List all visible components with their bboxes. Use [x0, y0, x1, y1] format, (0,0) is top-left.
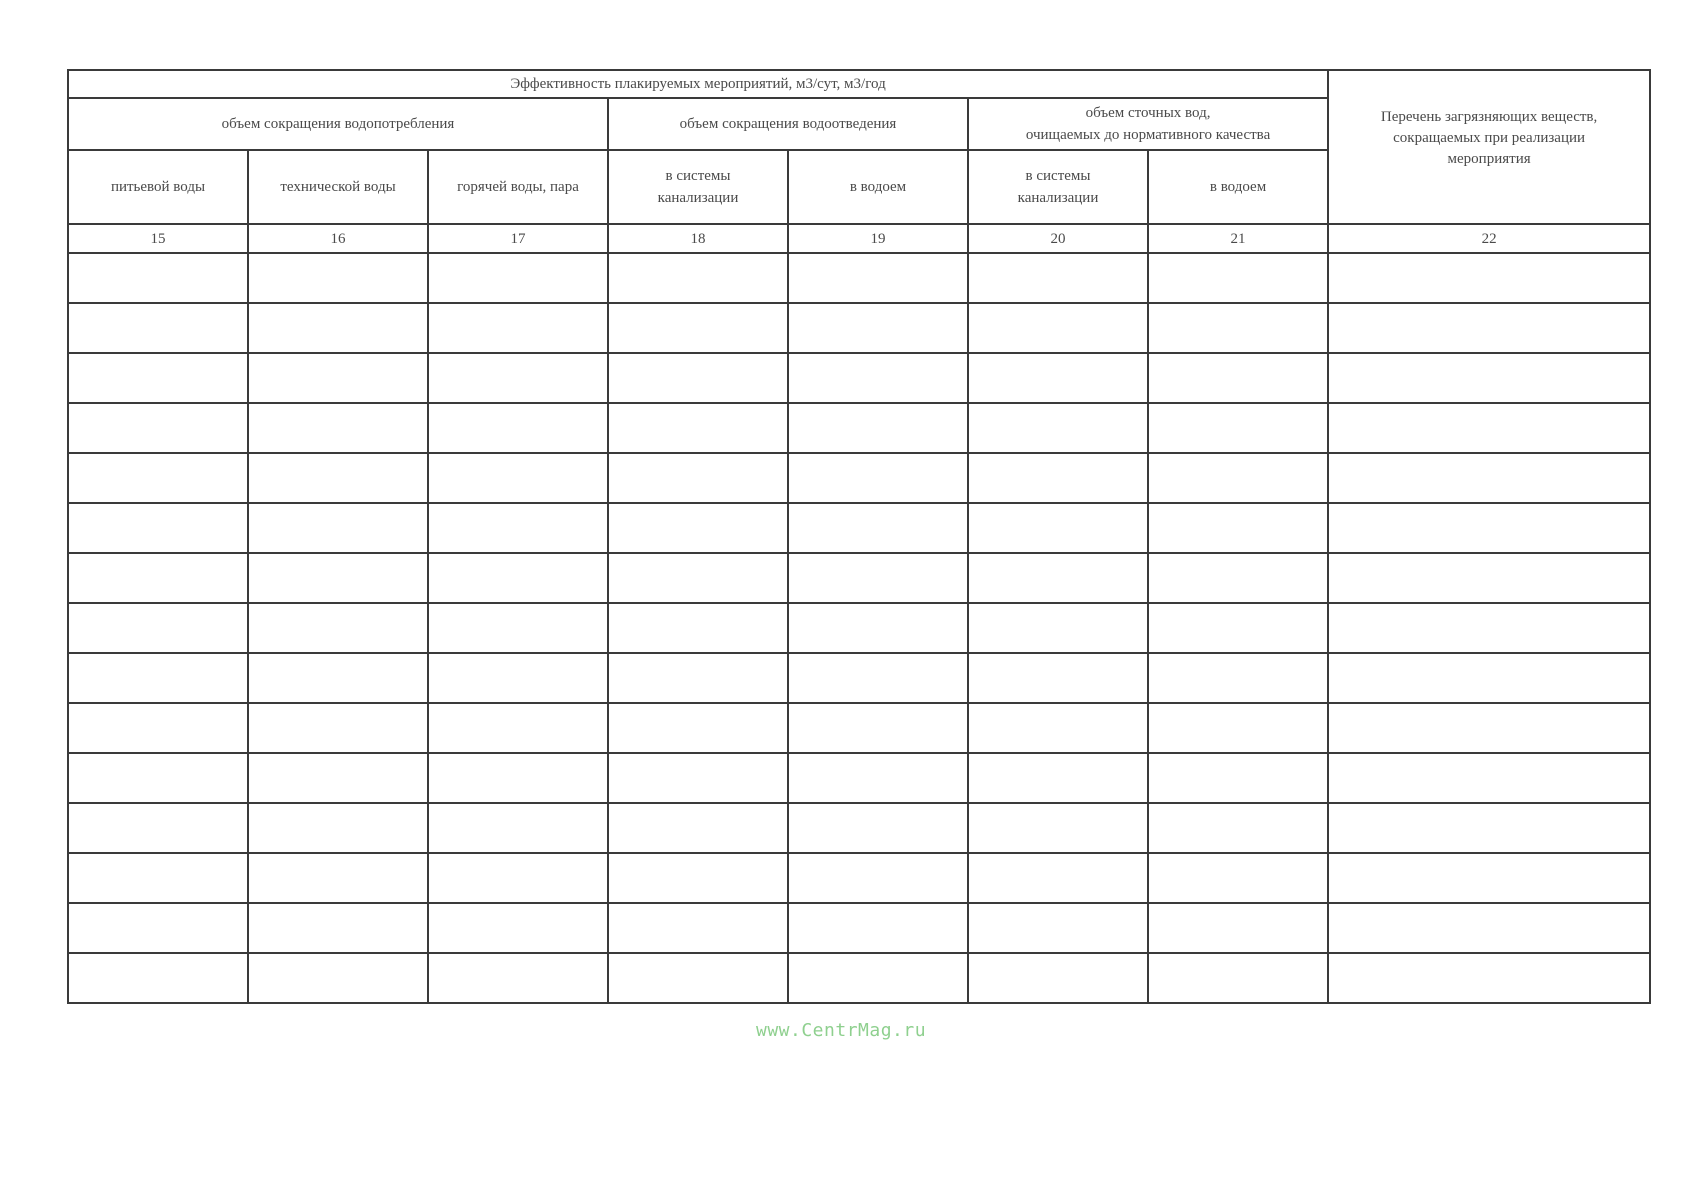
- empty-cell[interactable]: [608, 953, 788, 1003]
- empty-cell[interactable]: [68, 453, 248, 503]
- empty-cell[interactable]: [968, 803, 1148, 853]
- empty-cell[interactable]: [248, 753, 428, 803]
- empty-cell[interactable]: [428, 803, 608, 853]
- empty-cell[interactable]: [248, 403, 428, 453]
- sewer-header-1-line2: канализации: [657, 190, 739, 206]
- empty-cell[interactable]: [1328, 603, 1650, 653]
- empty-cell[interactable]: [428, 953, 608, 1003]
- water-consumption-header: объем сокращения водопотребления: [68, 98, 608, 150]
- table-row: [68, 503, 1650, 553]
- empty-cell[interactable]: [1148, 903, 1328, 953]
- empty-cell[interactable]: [608, 453, 788, 503]
- table-row: [68, 453, 1650, 503]
- empty-cell[interactable]: [608, 903, 788, 953]
- empty-cell[interactable]: [68, 853, 248, 903]
- pollutants-header: [1328, 70, 1650, 224]
- empty-cell[interactable]: [788, 403, 968, 453]
- empty-cell[interactable]: [788, 353, 968, 403]
- empty-cell[interactable]: [248, 603, 428, 653]
- empty-cell[interactable]: [788, 603, 968, 653]
- empty-cell[interactable]: [248, 553, 428, 603]
- empty-cell[interactable]: [968, 403, 1148, 453]
- table-row: [68, 603, 1650, 653]
- technical-water-header: технической воды: [248, 150, 428, 224]
- table-row: [68, 553, 1650, 603]
- empty-cell[interactable]: [248, 903, 428, 953]
- empty-cell[interactable]: [428, 553, 608, 603]
- empty-cell[interactable]: [428, 403, 608, 453]
- empty-cell[interactable]: [1148, 553, 1328, 603]
- sewer-header-2: [968, 150, 1148, 224]
- empty-cell[interactable]: [788, 753, 968, 803]
- empty-cell[interactable]: [968, 453, 1148, 503]
- table-row: [68, 653, 1650, 703]
- column-number: 20: [968, 224, 1148, 253]
- empty-cell[interactable]: [1148, 503, 1328, 553]
- empty-cell[interactable]: [968, 253, 1148, 303]
- header-row-title: [68, 70, 1650, 98]
- empty-cell[interactable]: [1328, 703, 1650, 753]
- empty-cell[interactable]: [788, 653, 968, 703]
- empty-cell[interactable]: [788, 803, 968, 853]
- sewer-header-1: [608, 150, 788, 224]
- empty-cell[interactable]: [788, 503, 968, 553]
- empty-cell[interactable]: [1328, 353, 1650, 403]
- column-number: 21: [1148, 224, 1328, 253]
- empty-cell[interactable]: [1328, 503, 1650, 553]
- empty-cell[interactable]: [1328, 453, 1650, 503]
- empty-cell[interactable]: [68, 903, 248, 953]
- empty-cell[interactable]: [1328, 803, 1650, 853]
- empty-cell[interactable]: [788, 953, 968, 1003]
- empty-cell[interactable]: [68, 253, 248, 303]
- empty-cell[interactable]: [428, 703, 608, 753]
- empty-cell[interactable]: [68, 403, 248, 453]
- empty-cell[interactable]: [968, 753, 1148, 803]
- empty-cell[interactable]: [68, 953, 248, 1003]
- sewer-header-1-line1: в системы: [665, 168, 731, 184]
- empty-cell[interactable]: [968, 503, 1148, 553]
- table-row: [68, 953, 1650, 1003]
- empty-cell[interactable]: [1328, 303, 1650, 353]
- empty-cell[interactable]: [608, 303, 788, 353]
- watermark: www.CentrMag.ru: [756, 1020, 927, 1041]
- empty-cell[interactable]: [68, 703, 248, 753]
- pollutants-header-line2: сокращаемых при реализации: [1393, 129, 1586, 146]
- empty-cell[interactable]: [1328, 953, 1650, 1003]
- empty-cell[interactable]: [1328, 653, 1650, 703]
- empty-cell[interactable]: [1148, 953, 1328, 1003]
- reservoir-header-2: в водоем: [1148, 150, 1328, 224]
- empty-cell[interactable]: [248, 253, 428, 303]
- table-row: [68, 403, 1650, 453]
- table-row: [68, 703, 1650, 753]
- empty-cell[interactable]: [428, 903, 608, 953]
- empty-cell[interactable]: [68, 603, 248, 653]
- empty-cell[interactable]: [608, 603, 788, 653]
- empty-cell[interactable]: [1148, 853, 1328, 903]
- empty-cell[interactable]: [1148, 453, 1328, 503]
- column-numbers-row: [68, 224, 1650, 253]
- column-number: 17: [428, 224, 608, 253]
- empty-cell[interactable]: [968, 653, 1148, 703]
- empty-cell[interactable]: [428, 603, 608, 653]
- table-row: [68, 803, 1650, 853]
- empty-cell[interactable]: [68, 653, 248, 703]
- empty-cell[interactable]: [248, 853, 428, 903]
- empty-cell[interactable]: [1328, 553, 1650, 603]
- empty-cell[interactable]: [968, 853, 1148, 903]
- column-number: 18: [608, 224, 788, 253]
- column-number: 15: [68, 224, 248, 253]
- empty-cell[interactable]: [1148, 803, 1328, 853]
- pollutants-header-line1: Перечень загрязняющих веществ,: [1380, 108, 1598, 125]
- empty-cell[interactable]: [1328, 903, 1650, 953]
- sewer-header-2-line1: в системы: [1025, 168, 1091, 184]
- column-number: 19: [788, 224, 968, 253]
- empty-cell[interactable]: [608, 353, 788, 403]
- empty-cell[interactable]: [608, 553, 788, 603]
- empty-cell[interactable]: [68, 353, 248, 403]
- empty-cell[interactable]: [968, 553, 1148, 603]
- empty-cell[interactable]: [1328, 853, 1650, 903]
- empty-cell[interactable]: [608, 653, 788, 703]
- empty-cell[interactable]: [608, 403, 788, 453]
- empty-cell[interactable]: [788, 553, 968, 603]
- empty-cell[interactable]: [428, 303, 608, 353]
- empty-cell[interactable]: [248, 653, 428, 703]
- empty-cell[interactable]: [788, 303, 968, 353]
- hot-water-header: горячей воды, пара: [428, 150, 608, 224]
- empty-cell[interactable]: [68, 303, 248, 353]
- empty-cell[interactable]: [248, 703, 428, 753]
- empty-cell[interactable]: [1148, 353, 1328, 403]
- empty-cell[interactable]: [248, 303, 428, 353]
- empty-cell[interactable]: [608, 253, 788, 303]
- empty-cell[interactable]: [248, 503, 428, 553]
- empty-cell[interactable]: [428, 253, 608, 303]
- empty-cell[interactable]: [68, 753, 248, 803]
- empty-cell[interactable]: [608, 503, 788, 553]
- column-number: 22: [1328, 224, 1650, 253]
- empty-cell[interactable]: [68, 503, 248, 553]
- empty-cell[interactable]: [248, 453, 428, 503]
- empty-cell[interactable]: [248, 803, 428, 853]
- table-row: [68, 903, 1650, 953]
- empty-cell[interactable]: [1328, 403, 1650, 453]
- empty-cell[interactable]: [968, 953, 1148, 1003]
- empty-cell[interactable]: [1148, 253, 1328, 303]
- empty-cell[interactable]: [608, 803, 788, 853]
- empty-cell[interactable]: [248, 953, 428, 1003]
- empty-cell[interactable]: [428, 453, 608, 503]
- drinking-water-header: питьевой воды: [68, 150, 248, 224]
- empty-cell[interactable]: [608, 753, 788, 803]
- form-table: [67, 69, 1651, 1004]
- pollutants-header-line3: мероприятия: [1447, 150, 1531, 167]
- empty-cell[interactable]: [1148, 603, 1328, 653]
- table-row: [68, 753, 1650, 803]
- empty-cell[interactable]: [608, 853, 788, 903]
- table-title: Эффективность плакируемых мероприятий, м3/сут, м3/год: [68, 70, 1328, 98]
- table-row: [68, 853, 1650, 903]
- empty-cell[interactable]: [788, 253, 968, 303]
- empty-cell[interactable]: [788, 703, 968, 753]
- empty-cell[interactable]: [968, 603, 1148, 653]
- empty-cell[interactable]: [68, 803, 248, 853]
- empty-cell[interactable]: [428, 653, 608, 703]
- empty-cell[interactable]: [1148, 653, 1328, 703]
- empty-cell[interactable]: [788, 453, 968, 503]
- wastewater-header: [968, 98, 1328, 150]
- column-number: 16: [248, 224, 428, 253]
- table-row: [68, 303, 1650, 353]
- empty-cell[interactable]: [608, 703, 788, 753]
- empty-cell[interactable]: [1328, 753, 1650, 803]
- empty-cell[interactable]: [968, 353, 1148, 403]
- empty-cell[interactable]: [428, 753, 608, 803]
- water-disposal-header: объем сокращения водоотведения: [608, 98, 968, 150]
- empty-cell[interactable]: [1148, 303, 1328, 353]
- wastewater-header-line1: объем сточных вод,: [1085, 105, 1211, 121]
- empty-cell[interactable]: [968, 903, 1148, 953]
- empty-cell[interactable]: [68, 553, 248, 603]
- empty-cell[interactable]: [788, 903, 968, 953]
- empty-cell[interactable]: [428, 353, 608, 403]
- reservoir-header-1: в водоем: [788, 150, 968, 224]
- empty-cell[interactable]: [248, 353, 428, 403]
- empty-cell[interactable]: [1148, 703, 1328, 753]
- empty-cell[interactable]: [1328, 253, 1650, 303]
- empty-cell[interactable]: [968, 703, 1148, 753]
- empty-cell[interactable]: [1148, 753, 1328, 803]
- empty-cell[interactable]: [1148, 403, 1328, 453]
- wastewater-header-line2: очищаемых до нормативного качества: [1025, 127, 1271, 143]
- empty-cell[interactable]: [428, 853, 608, 903]
- table-row: [68, 353, 1650, 403]
- empty-cell[interactable]: [428, 503, 608, 553]
- table-row: [68, 253, 1650, 303]
- empty-cell[interactable]: [788, 853, 968, 903]
- empty-cell[interactable]: [968, 303, 1148, 353]
- sewer-header-2-line2: канализации: [1017, 190, 1099, 206]
